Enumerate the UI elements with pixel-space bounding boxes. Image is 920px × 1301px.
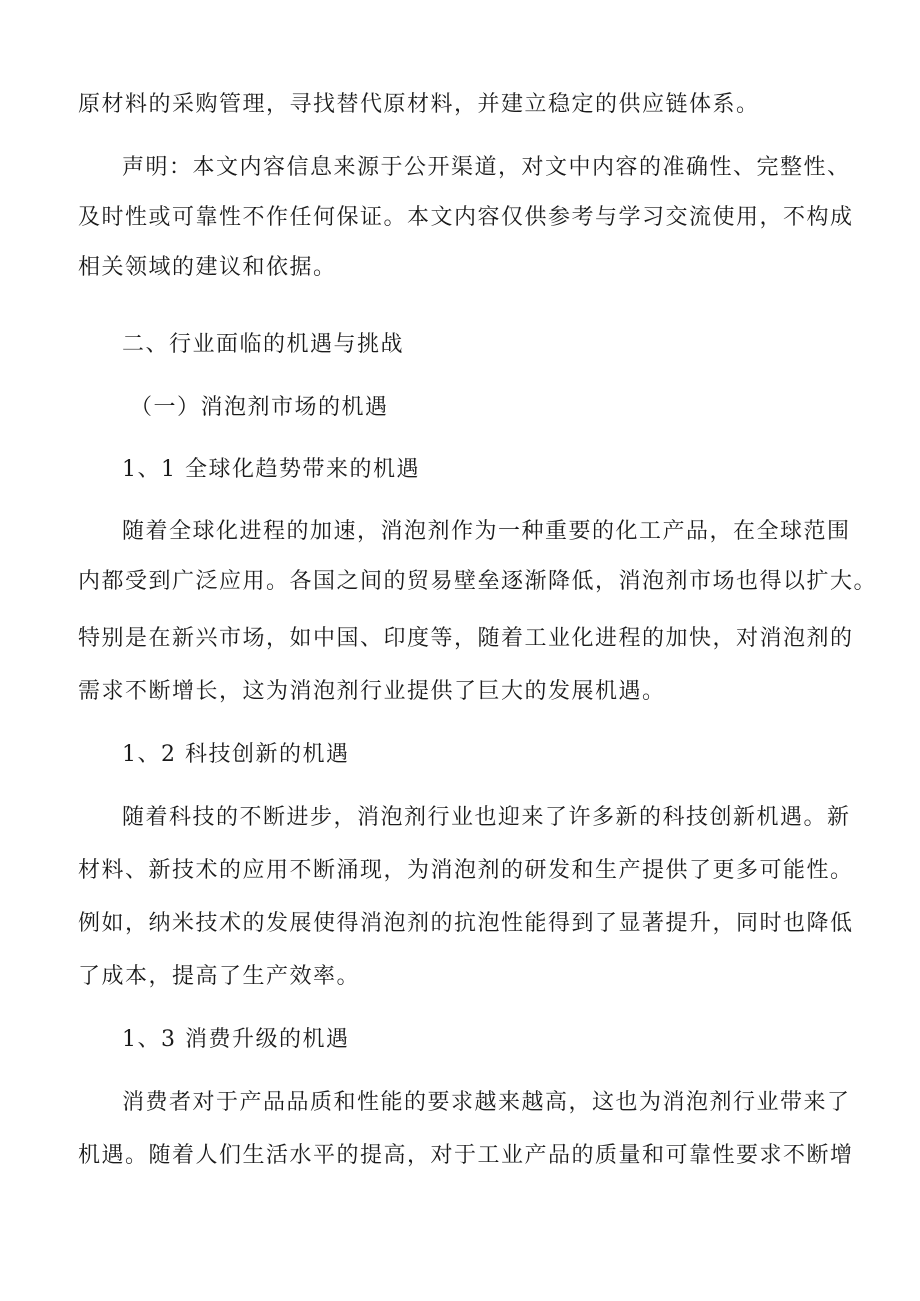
paragraph-line: 需求不断增长，这为消泡剂行业提供了巨大的发展机遇。 [78, 679, 666, 704]
paragraph-line: 原材料的采购管理，寻找替代原材料，并建立稳定的供应链体系。 [78, 92, 760, 117]
item-heading: 1、3 消费升级的机遇 [122, 1027, 350, 1052]
paragraph-line: 随着科技的不断进步，消泡剂行业也迎来了许多新的科技创新机遇。新 [122, 805, 851, 830]
disclaimer-line: 相关领域的建议和依据。 [78, 255, 337, 280]
disclaimer-line: 声明：本文内容信息来源于公开渠道，对文中内容的准确性、完整性、 [122, 155, 851, 180]
item-heading: 1、2 科技创新的机遇 [122, 742, 350, 767]
paragraph-line: 了成本，提高了生产效率。 [78, 964, 361, 989]
paragraph-line: 消费者对于产品品质和性能的要求越来越高，这也为消泡剂行业带来了 [122, 1090, 851, 1115]
paragraph-line: 材料、新技术的应用不断涌现，为消泡剂的研发和生产提供了更多可能性。 [78, 858, 854, 883]
paragraph-line: 随着全球化进程的加速，消泡剂作为一种重要的化工产品，在全球范围 [122, 519, 851, 544]
item-heading: 1、1 全球化趋势带来的机遇 [122, 457, 420, 482]
paragraph-line: 特别是在新兴市场，如中国、印度等，随着工业化进程的加快，对消泡剂的 [78, 626, 854, 651]
paragraph-line: 内都受到广泛应用。各国之间的贸易壁垒逐渐降低，消泡剂市场也得以扩大。 [78, 569, 878, 594]
section-heading: 二、行业面临的机遇与挑战 [122, 332, 405, 357]
paragraph-line: 例如，纳米技术的发展使得消泡剂的抗泡性能得到了显著提升，同时也降低 [78, 911, 854, 936]
subsection-heading: （一）消泡剂市场的机遇 [130, 395, 389, 420]
disclaimer-line: 及时性或可靠性不作任何保证。本文内容仅供参考与学习交流使用，不构成 [78, 205, 854, 230]
paragraph-line: 机遇。随着人们生活水平的提高，对于工业产品的质量和可靠性要求不断增 [78, 1143, 854, 1168]
